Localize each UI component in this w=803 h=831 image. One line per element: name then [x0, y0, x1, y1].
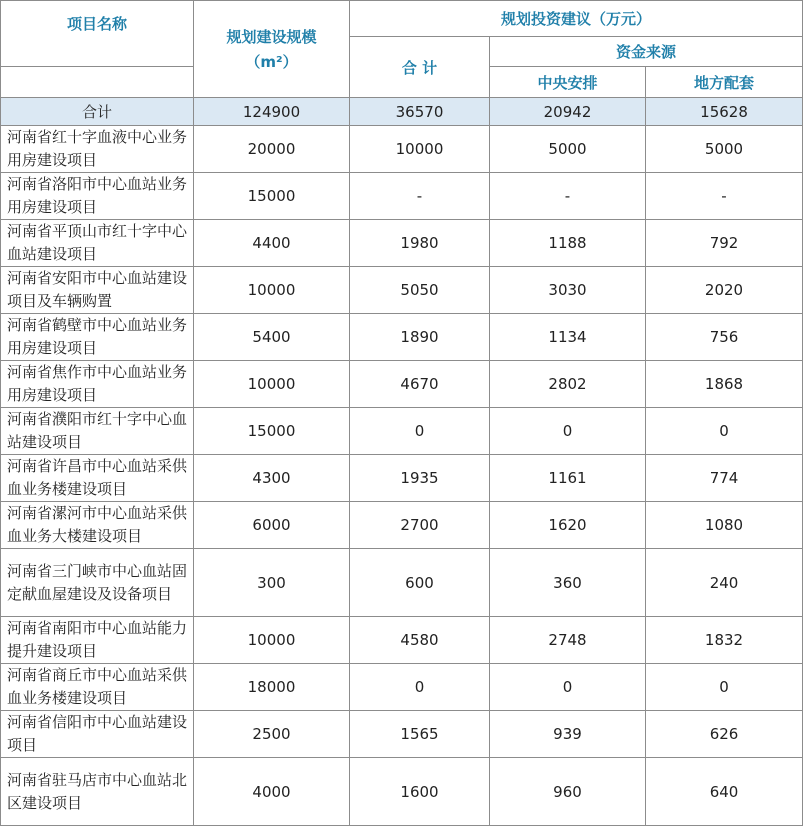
- central-cell: 0: [490, 408, 646, 455]
- header-empty: [1, 67, 194, 98]
- table-row: [1, 664, 803, 711]
- sum-cell: 600: [350, 549, 490, 617]
- total-local: 15628: [646, 98, 803, 126]
- project-name-cell: 河南省红十字血液中心业务用房建设项目: [1, 126, 194, 173]
- sum-cell: 1980: [350, 220, 490, 267]
- central-cell: 3030: [490, 267, 646, 314]
- scale-cell: 4400: [194, 220, 350, 267]
- scale-cell: 10000: [194, 267, 350, 314]
- table-row: [1, 220, 803, 267]
- project-name-cell: 河南省安阳市中心血站建设项目及车辆购置: [1, 267, 194, 314]
- header-scale-line2: （m²）: [245, 53, 298, 71]
- local-cell: 0: [646, 664, 803, 711]
- scale-cell: 10000: [194, 361, 350, 408]
- project-name-cell: 河南省许昌市中心血站采供血业务楼建设项目: [1, 455, 194, 502]
- table-row: [1, 361, 803, 408]
- table-row: [1, 126, 803, 173]
- header-local: 地方配套: [646, 67, 803, 98]
- total-label: 合计: [1, 98, 194, 126]
- scale-cell: 4000: [194, 758, 350, 826]
- table-row: [1, 173, 803, 220]
- local-cell: 640: [646, 758, 803, 826]
- scale-cell: 2500: [194, 711, 350, 758]
- sum-cell: 1935: [350, 455, 490, 502]
- sum-cell: -: [350, 173, 490, 220]
- scale-cell: 15000: [194, 173, 350, 220]
- scale-cell: 6000: [194, 502, 350, 549]
- header-scale-line1: 规划建设规模: [226, 28, 317, 46]
- scale-cell: 15000: [194, 408, 350, 455]
- project-name-cell: 河南省漯河市中心血站采供血业务大楼建设项目: [1, 502, 194, 549]
- sum-cell: 4580: [350, 617, 490, 664]
- project-name-cell: 河南省濮阳市红十字中心血站建设项目: [1, 408, 194, 455]
- header-central: 中央安排: [490, 67, 646, 98]
- project-name-cell: 河南省商丘市中心血站采供血业务楼建设项目: [1, 664, 194, 711]
- scale-cell: 4300: [194, 455, 350, 502]
- project-name-cell: 河南省焦作市中心血站业务用房建设项目: [1, 361, 194, 408]
- scale-cell: 5400: [194, 314, 350, 361]
- central-cell: 1161: [490, 455, 646, 502]
- header-project-name: 项目名称: [1, 1, 194, 67]
- sum-cell: 4670: [350, 361, 490, 408]
- project-name-cell: 河南省驻马店市中心血站北区建设项目: [1, 758, 194, 826]
- header-fund-source: 资金来源: [490, 37, 803, 67]
- table-row: [1, 455, 803, 502]
- local-cell: 1868: [646, 361, 803, 408]
- table-row: [1, 408, 803, 455]
- local-cell: 756: [646, 314, 803, 361]
- central-cell: 5000: [490, 126, 646, 173]
- table-row: [1, 711, 803, 758]
- local-cell: 0: [646, 408, 803, 455]
- scale-cell: 18000: [194, 664, 350, 711]
- central-cell: 0: [490, 664, 646, 711]
- local-cell: 5000: [646, 126, 803, 173]
- project-name-cell: 河南省平顶山市红十字中心血站建设项目: [1, 220, 194, 267]
- local-cell: 240: [646, 549, 803, 617]
- central-cell: 1620: [490, 502, 646, 549]
- local-cell: 2020: [646, 267, 803, 314]
- table-body: [1, 98, 803, 826]
- scale-cell: 20000: [194, 126, 350, 173]
- local-cell: 626: [646, 711, 803, 758]
- sum-cell: 2700: [350, 502, 490, 549]
- central-cell: 2802: [490, 361, 646, 408]
- sum-cell: 0: [350, 408, 490, 455]
- local-cell: 1832: [646, 617, 803, 664]
- sum-cell: 1565: [350, 711, 490, 758]
- scale-cell: 300: [194, 549, 350, 617]
- central-cell: 360: [490, 549, 646, 617]
- table-row: [1, 549, 803, 617]
- sum-cell: 1600: [350, 758, 490, 826]
- central-cell: 1134: [490, 314, 646, 361]
- project-name-cell: 河南省洛阳市中心血站业务用房建设项目: [1, 173, 194, 220]
- central-cell: 1188: [490, 220, 646, 267]
- table-row: [1, 502, 803, 549]
- sum-cell: 10000: [350, 126, 490, 173]
- header-investment: 规划投资建议（万元）: [350, 1, 803, 37]
- project-name-cell: 河南省鹤壁市中心血站业务用房建设项目: [1, 314, 194, 361]
- local-cell: 1080: [646, 502, 803, 549]
- local-cell: 792: [646, 220, 803, 267]
- total-scale: 124900: [194, 98, 350, 126]
- local-cell: 774: [646, 455, 803, 502]
- project-name-cell: 河南省三门峡市中心血站固定献血屋建设及设备项目: [1, 549, 194, 617]
- central-cell: 2748: [490, 617, 646, 664]
- total-sum: 36570: [350, 98, 490, 126]
- table-row: [1, 314, 803, 361]
- central-cell: -: [490, 173, 646, 220]
- table-row: [1, 267, 803, 314]
- project-name-cell: 河南省信阳市中心血站建设项目: [1, 711, 194, 758]
- central-cell: 960: [490, 758, 646, 826]
- project-name-cell: 河南省南阳市中心血站能力提升建设项目: [1, 617, 194, 664]
- central-cell: 939: [490, 711, 646, 758]
- header-total: 合 计: [350, 37, 490, 98]
- scale-cell: 10000: [194, 617, 350, 664]
- header-scale: [194, 1, 350, 98]
- local-cell: -: [646, 173, 803, 220]
- sum-cell: 5050: [350, 267, 490, 314]
- table-row: [1, 758, 803, 826]
- sum-cell: 0: [350, 664, 490, 711]
- sum-cell: 1890: [350, 314, 490, 361]
- total-central: 20942: [490, 98, 646, 126]
- table-row: [1, 617, 803, 664]
- total-row: [1, 98, 803, 126]
